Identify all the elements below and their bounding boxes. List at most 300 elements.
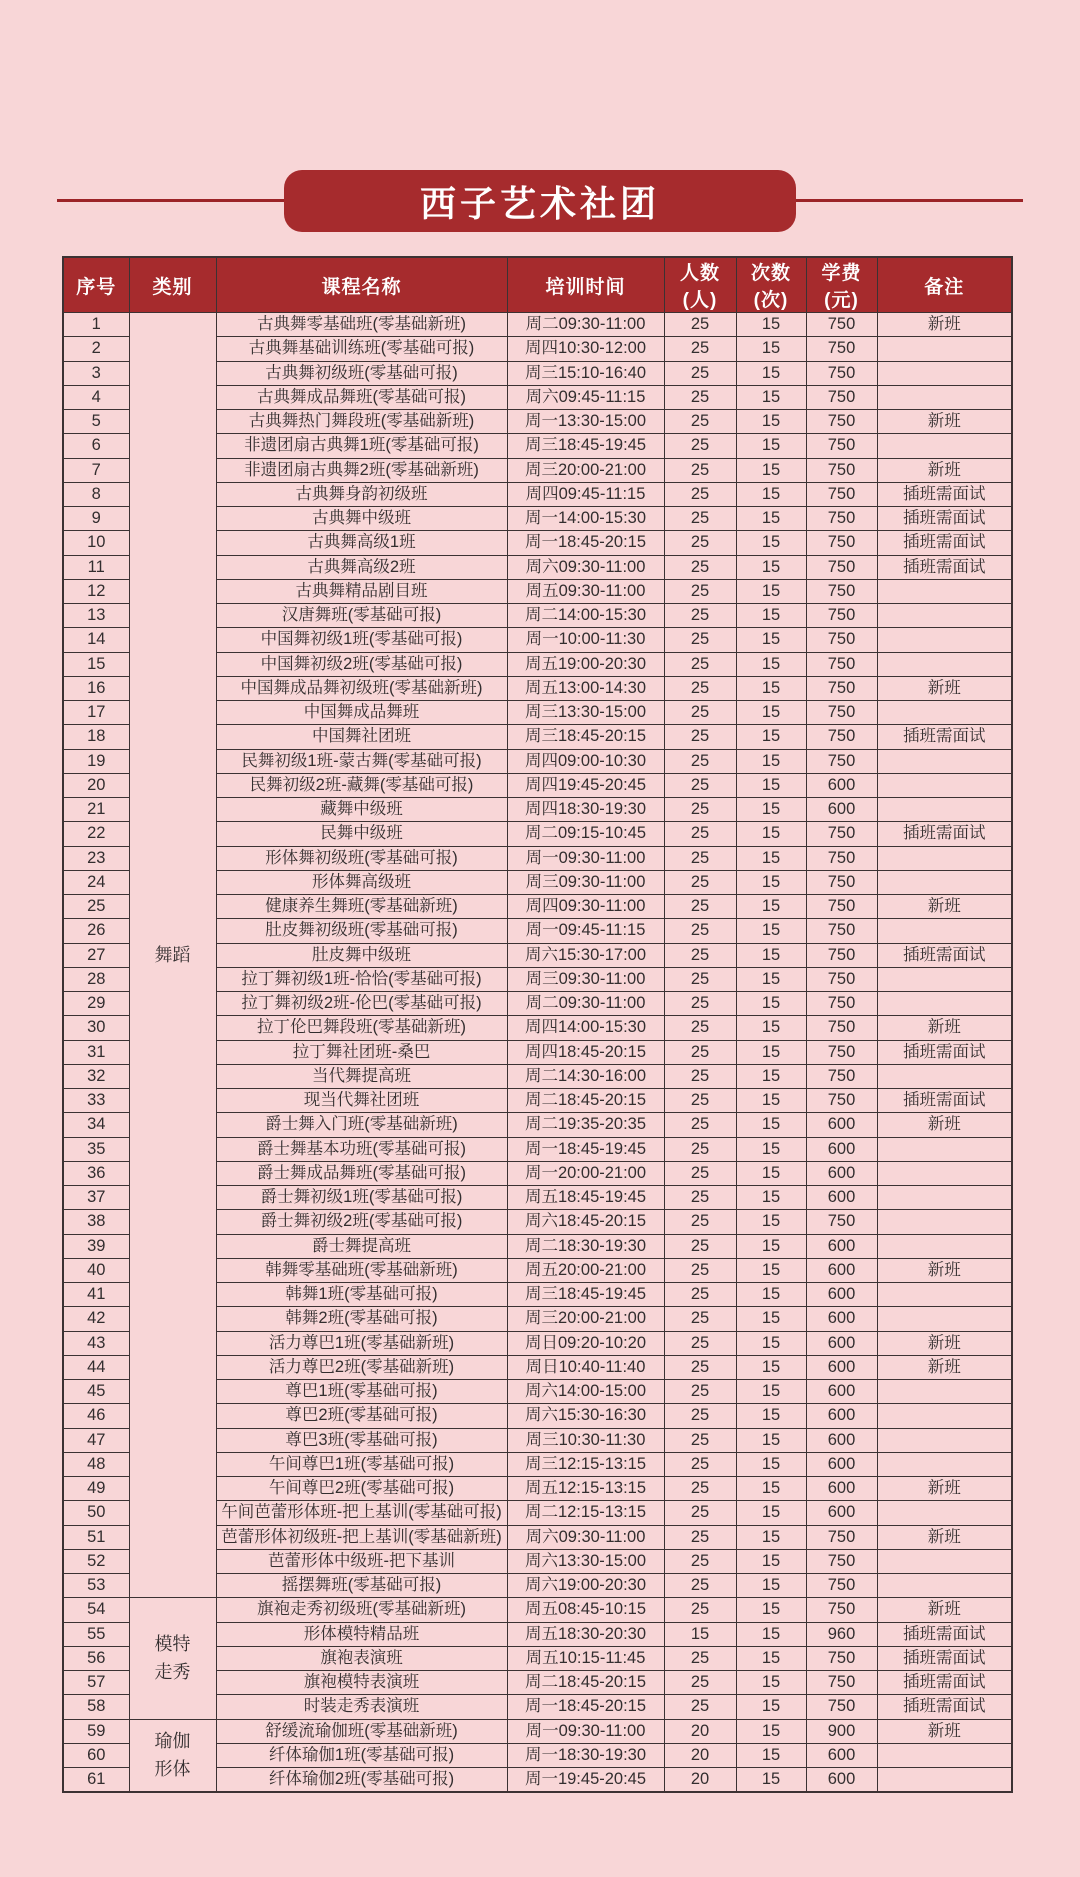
cell-time: 周一13:30-15:00: [507, 410, 664, 434]
cell-course-name: 旗袍走秀初级班(零基础新班): [216, 1598, 507, 1622]
cell-people: 25: [664, 1646, 736, 1670]
cell-fee: 750: [806, 943, 877, 967]
cell-sessions: 15: [736, 1137, 806, 1161]
cell-course-name: 古典舞热门舞段班(零基础新班): [216, 410, 507, 434]
cell-people: 25: [664, 1549, 736, 1573]
cell-course-name: 古典舞初级班(零基础可报): [216, 361, 507, 385]
cell-course-name: 纤体瑜伽2班(零基础可报): [216, 1768, 507, 1793]
cell-no: 25: [63, 895, 129, 919]
cell-people: 25: [664, 1477, 736, 1501]
club-title: 西子艺术社团: [419, 182, 660, 224]
cell-people: 25: [664, 1113, 736, 1137]
cell-no: 3: [63, 361, 129, 385]
cell-time: 周六09:45-11:15: [507, 385, 664, 409]
cell-no: 56: [63, 1646, 129, 1670]
cell-time: 周六14:00-15:00: [507, 1380, 664, 1404]
cell-sessions: 15: [736, 1161, 806, 1185]
cell-no: 15: [63, 652, 129, 676]
cell-no: 41: [63, 1283, 129, 1307]
cell-people: 25: [664, 458, 736, 482]
cell-time: 周二12:15-13:15: [507, 1501, 664, 1525]
cell-sessions: 15: [736, 1355, 806, 1379]
cell-fee: 750: [806, 701, 877, 725]
cell-course-name: 非遗团扇古典舞1班(零基础可报): [216, 434, 507, 458]
cell-course-name: 古典舞精品剧目班: [216, 579, 507, 603]
cell-no: 42: [63, 1307, 129, 1331]
cell-sessions: 15: [736, 604, 806, 628]
cell-no: 11: [63, 555, 129, 579]
table-body: [63, 313, 1012, 1793]
cell-course-name: 中国舞社团班: [216, 725, 507, 749]
cell-sessions: 15: [736, 773, 806, 797]
cell-people: 25: [664, 434, 736, 458]
cell-note: 新班: [877, 1113, 1012, 1137]
cell-sessions: 15: [736, 1404, 806, 1428]
cell-no: 13: [63, 604, 129, 628]
cell-note: 新班: [877, 1331, 1012, 1355]
cell-time: 周一19:45-20:45: [507, 1768, 664, 1793]
column-header: 培训时间: [507, 257, 664, 313]
cell-course-name: 纤体瑜伽1班(零基础可报): [216, 1743, 507, 1767]
cell-no: 1: [63, 313, 129, 337]
cell-course-name: 拉丁伦巴舞段班(零基础新班): [216, 1016, 507, 1040]
cell-time: 周二14:00-15:30: [507, 604, 664, 628]
cell-course-name: 韩舞零基础班(零基础新班): [216, 1258, 507, 1282]
cell-course-name: 中国舞成品舞班: [216, 701, 507, 725]
cell-note: [877, 1186, 1012, 1210]
cell-no: 34: [63, 1113, 129, 1137]
cell-course-name: 午间尊巴2班(零基础可报): [216, 1477, 507, 1501]
cell-sessions: 15: [736, 1210, 806, 1234]
cell-sessions: 15: [736, 313, 806, 337]
cell-fee: 750: [806, 919, 877, 943]
cell-time: 周三10:30-11:30: [507, 1428, 664, 1452]
cell-time: 周五13:00-14:30: [507, 676, 664, 700]
cell-time: 周五09:30-11:00: [507, 579, 664, 603]
cell-sessions: 15: [736, 1089, 806, 1113]
cell-no: 2: [63, 337, 129, 361]
cell-course-name: 拉丁舞初级2班-伦巴(零基础可报): [216, 992, 507, 1016]
cell-fee: 750: [806, 579, 877, 603]
cell-people: 25: [664, 507, 736, 531]
cell-fee: 750: [806, 1598, 877, 1622]
cell-note: [877, 1380, 1012, 1404]
category-label: 模特走秀: [154, 1633, 191, 1683]
cell-no: 30: [63, 1016, 129, 1040]
cell-sessions: 15: [736, 1768, 806, 1793]
cell-course-name: 当代舞提高班: [216, 1064, 507, 1088]
cell-no: 51: [63, 1525, 129, 1549]
cell-fee: 900: [806, 1719, 877, 1743]
cell-course-name: 尊巴1班(零基础可报): [216, 1380, 507, 1404]
cell-time: 周六15:30-17:00: [507, 943, 664, 967]
cell-fee: 750: [806, 482, 877, 506]
cell-fee: 750: [806, 967, 877, 991]
cell-time: 周四09:30-11:00: [507, 895, 664, 919]
cell-fee: 750: [806, 1525, 877, 1549]
cell-people: 25: [664, 701, 736, 725]
cell-fee: 750: [806, 385, 877, 409]
cell-fee: 750: [806, 1574, 877, 1598]
cell-time: 周二18:45-20:15: [507, 1089, 664, 1113]
category-cell: [129, 313, 216, 1598]
cell-fee: 750: [806, 1040, 877, 1064]
cell-fee: 600: [806, 1113, 877, 1137]
cell-no: 29: [63, 992, 129, 1016]
cell-note: 插班需面试: [877, 507, 1012, 531]
cell-time: 周四19:45-20:45: [507, 773, 664, 797]
cell-fee: 750: [806, 676, 877, 700]
cell-people: 25: [664, 1016, 736, 1040]
cell-note: [877, 1064, 1012, 1088]
cell-people: 25: [664, 846, 736, 870]
cell-fee: 600: [806, 1743, 877, 1767]
cell-course-name: 时装走秀表演班: [216, 1695, 507, 1719]
cell-no: 39: [63, 1234, 129, 1258]
cell-sessions: 15: [736, 1331, 806, 1355]
cell-people: 25: [664, 822, 736, 846]
cell-no: 21: [63, 798, 129, 822]
cell-course-name: 芭蕾形体初级班-把上基训(零基础新班): [216, 1525, 507, 1549]
cell-sessions: 15: [736, 1040, 806, 1064]
cell-sessions: 15: [736, 652, 806, 676]
cell-note: 新班: [877, 313, 1012, 337]
cell-course-name: 拉丁舞社团班-桑巴: [216, 1040, 507, 1064]
cell-course-name: 古典舞中级班: [216, 507, 507, 531]
cell-people: 25: [664, 1452, 736, 1476]
cell-no: 20: [63, 773, 129, 797]
cell-people: 25: [664, 555, 736, 579]
header-row: [63, 257, 1012, 313]
cell-no: 59: [63, 1719, 129, 1743]
cell-course-name: 形体舞高级班: [216, 870, 507, 894]
cell-time: 周一18:45-20:15: [507, 531, 664, 555]
cell-time: 周五08:45-10:15: [507, 1598, 664, 1622]
cell-note: 新班: [877, 895, 1012, 919]
cell-sessions: 15: [736, 1549, 806, 1573]
cell-time: 周六13:30-15:00: [507, 1549, 664, 1573]
cell-fee: 750: [806, 628, 877, 652]
cell-fee: 600: [806, 1768, 877, 1793]
cell-sessions: 15: [736, 1501, 806, 1525]
cell-sessions: 15: [736, 895, 806, 919]
cell-fee: 750: [806, 1210, 877, 1234]
cell-sessions: 15: [736, 1452, 806, 1476]
cell-sessions: 15: [736, 1428, 806, 1452]
cell-time: 周二09:15-10:45: [507, 822, 664, 846]
cell-note: [877, 773, 1012, 797]
cell-course-name: 健康养生舞班(零基础新班): [216, 895, 507, 919]
cell-people: 25: [664, 1380, 736, 1404]
cell-course-name: 汉唐舞班(零基础可报): [216, 604, 507, 628]
cell-note: 新班: [877, 458, 1012, 482]
cell-sessions: 15: [736, 361, 806, 385]
cell-time: 周六15:30-16:30: [507, 1404, 664, 1428]
cell-note: [877, 361, 1012, 385]
cell-note: [877, 434, 1012, 458]
cell-note: 插班需面试: [877, 531, 1012, 555]
cell-people: 25: [664, 1040, 736, 1064]
cell-people: 25: [664, 1574, 736, 1598]
cell-no: 50: [63, 1501, 129, 1525]
cell-fee: 750: [806, 434, 877, 458]
cell-sessions: 15: [736, 1258, 806, 1282]
cell-no: 9: [63, 507, 129, 531]
cell-time: 周二19:35-20:35: [507, 1113, 664, 1137]
cell-people: 25: [664, 313, 736, 337]
cell-note: 插班需面试: [877, 943, 1012, 967]
cell-time: 周一18:45-19:45: [507, 1137, 664, 1161]
cell-time: 周一14:00-15:30: [507, 507, 664, 531]
cell-note: [877, 870, 1012, 894]
cell-people: 25: [664, 1064, 736, 1088]
cell-people: 25: [664, 1671, 736, 1695]
cell-fee: 750: [806, 749, 877, 773]
cell-course-name: 拉丁舞初级1班-恰恰(零基础可报): [216, 967, 507, 991]
cell-course-name: 爵士舞初级2班(零基础可报): [216, 1210, 507, 1234]
cell-fee: 600: [806, 1331, 877, 1355]
cell-people: 25: [664, 798, 736, 822]
cell-people: 25: [664, 773, 736, 797]
cell-no: 12: [63, 579, 129, 603]
cell-note: 新班: [877, 1719, 1012, 1743]
cell-time: 周三18:45-19:45: [507, 1283, 664, 1307]
cell-fee: 600: [806, 1452, 877, 1476]
cell-no: 31: [63, 1040, 129, 1064]
cell-course-name: 爵士舞成品舞班(零基础可报): [216, 1161, 507, 1185]
cell-sessions: 15: [736, 482, 806, 506]
cell-fee: 750: [806, 822, 877, 846]
cell-time: 周一09:30-11:00: [507, 846, 664, 870]
cell-note: [877, 604, 1012, 628]
cell-note: [877, 652, 1012, 676]
cell-people: 20: [664, 1768, 736, 1793]
cell-no: 55: [63, 1622, 129, 1646]
cell-sessions: 15: [736, 798, 806, 822]
cell-time: 周三15:10-16:40: [507, 361, 664, 385]
cell-no: 54: [63, 1598, 129, 1622]
cell-time: 周五10:15-11:45: [507, 1646, 664, 1670]
cell-fee: 600: [806, 1137, 877, 1161]
cell-no: 5: [63, 410, 129, 434]
cell-note: 插班需面试: [877, 1646, 1012, 1670]
cell-course-name: 现当代舞社团班: [216, 1089, 507, 1113]
cell-course-name: 尊巴3班(零基础可报): [216, 1428, 507, 1452]
cell-people: 25: [664, 1355, 736, 1379]
cell-fee: 600: [806, 1355, 877, 1379]
cell-people: 25: [664, 1331, 736, 1355]
cell-fee: 750: [806, 458, 877, 482]
cell-course-name: 民舞初级1班-蒙古舞(零基础可报): [216, 749, 507, 773]
cell-people: 25: [664, 361, 736, 385]
cell-time: 周一10:00-11:30: [507, 628, 664, 652]
cell-time: 周二18:45-20:15: [507, 1671, 664, 1695]
cell-fee: 600: [806, 1404, 877, 1428]
cell-time: 周二14:30-16:00: [507, 1064, 664, 1088]
cell-sessions: 15: [736, 628, 806, 652]
cell-no: 14: [63, 628, 129, 652]
cell-people: 20: [664, 1719, 736, 1743]
cell-note: [877, 749, 1012, 773]
cell-sessions: 15: [736, 1646, 806, 1670]
cell-time: 周三09:30-11:00: [507, 967, 664, 991]
cell-fee: 600: [806, 1501, 877, 1525]
column-header: 次数(次): [736, 257, 806, 313]
column-header: 学费(元): [806, 257, 877, 313]
cell-sessions: 15: [736, 919, 806, 943]
cell-people: 25: [664, 337, 736, 361]
cell-fee: 750: [806, 1646, 877, 1670]
cell-time: 周六18:45-20:15: [507, 1210, 664, 1234]
cell-no: 45: [63, 1380, 129, 1404]
cell-note: [877, 1210, 1012, 1234]
cell-fee: 750: [806, 337, 877, 361]
cell-course-name: 古典舞成品舞班(零基础可报): [216, 385, 507, 409]
cell-fee: 750: [806, 725, 877, 749]
cell-people: 25: [664, 410, 736, 434]
cell-course-name: 中国舞初级1班(零基础可报): [216, 628, 507, 652]
cell-no: 57: [63, 1671, 129, 1695]
cell-course-name: 尊巴2班(零基础可报): [216, 1404, 507, 1428]
cell-course-name: 旗袍表演班: [216, 1646, 507, 1670]
cell-fee: 600: [806, 1186, 877, 1210]
cell-people: 25: [664, 749, 736, 773]
cell-time: 周二09:30-11:00: [507, 992, 664, 1016]
cell-sessions: 15: [736, 1743, 806, 1767]
cell-no: 36: [63, 1161, 129, 1185]
cell-sessions: 15: [736, 555, 806, 579]
cell-no: 33: [63, 1089, 129, 1113]
title-banner: [57, 170, 1023, 232]
cell-fee: 600: [806, 1307, 877, 1331]
cell-fee: 750: [806, 531, 877, 555]
cell-no: 24: [63, 870, 129, 894]
cell-time: 周二09:30-11:00: [507, 313, 664, 337]
cell-note: 新班: [877, 1258, 1012, 1282]
cell-sessions: 15: [736, 579, 806, 603]
cell-no: 35: [63, 1137, 129, 1161]
cell-fee: 600: [806, 1380, 877, 1404]
cell-note: [877, 1404, 1012, 1428]
cell-no: 32: [63, 1064, 129, 1088]
cell-fee: 960: [806, 1622, 877, 1646]
cell-fee: 750: [806, 895, 877, 919]
cell-note: 插班需面试: [877, 1622, 1012, 1646]
table-header: [63, 257, 1012, 313]
cell-sessions: 15: [736, 1477, 806, 1501]
cell-sessions: 15: [736, 1016, 806, 1040]
cell-course-name: 古典舞高级2班: [216, 555, 507, 579]
cell-sessions: 15: [736, 337, 806, 361]
cell-fee: 750: [806, 1695, 877, 1719]
cell-time: 周四18:30-19:30: [507, 798, 664, 822]
cell-people: 25: [664, 1258, 736, 1282]
cell-fee: 600: [806, 1477, 877, 1501]
cell-time: 周一18:45-20:15: [507, 1695, 664, 1719]
cell-no: 43: [63, 1331, 129, 1355]
cell-fee: 750: [806, 313, 877, 337]
cell-time: 周六19:00-20:30: [507, 1574, 664, 1598]
cell-time: 周六09:30-11:00: [507, 1525, 664, 1549]
cell-sessions: 15: [736, 992, 806, 1016]
cell-sessions: 15: [736, 701, 806, 725]
cell-fee: 600: [806, 798, 877, 822]
cell-sessions: 15: [736, 967, 806, 991]
cell-time: 周一09:45-11:15: [507, 919, 664, 943]
cell-sessions: 15: [736, 1622, 806, 1646]
cell-people: 25: [664, 943, 736, 967]
cell-people: 25: [664, 604, 736, 628]
cell-sessions: 15: [736, 1598, 806, 1622]
cell-no: 8: [63, 482, 129, 506]
cell-time: 周四14:00-15:30: [507, 1016, 664, 1040]
category-label: 舞蹈: [154, 944, 191, 965]
cell-time: 周四18:45-20:15: [507, 1040, 664, 1064]
cell-course-name: 民舞初级2班-藏舞(零基础可报): [216, 773, 507, 797]
cell-time: 周日10:40-11:40: [507, 1355, 664, 1379]
cell-no: 19: [63, 749, 129, 773]
table-row: [63, 313, 1012, 337]
cell-sessions: 15: [736, 531, 806, 555]
cell-course-name: 爵士舞入门班(零基础新班): [216, 1113, 507, 1137]
cell-note: [877, 1161, 1012, 1185]
cell-no: 37: [63, 1186, 129, 1210]
cell-course-name: 古典舞基础训练班(零基础可报): [216, 337, 507, 361]
cell-time: 周三20:00-21:00: [507, 1307, 664, 1331]
cell-course-name: 爵士舞初级1班(零基础可报): [216, 1186, 507, 1210]
cell-time: 周二18:30-19:30: [507, 1234, 664, 1258]
cell-course-name: 旗袍模特表演班: [216, 1671, 507, 1695]
cell-sessions: 15: [736, 410, 806, 434]
cell-time: 周四09:00-10:30: [507, 749, 664, 773]
cell-course-name: 午间芭蕾形体班-把上基训(零基础可报): [216, 1501, 507, 1525]
cell-no: 48: [63, 1452, 129, 1476]
cell-fee: 750: [806, 604, 877, 628]
cell-note: [877, 1428, 1012, 1452]
cell-people: 25: [664, 1404, 736, 1428]
cell-sessions: 15: [736, 943, 806, 967]
cell-sessions: 15: [736, 1719, 806, 1743]
cell-note: [877, 337, 1012, 361]
cell-sessions: 15: [736, 1525, 806, 1549]
cell-fee: 750: [806, 846, 877, 870]
cell-course-name: 午间尊巴1班(零基础可报): [216, 1452, 507, 1476]
cell-note: 插班需面试: [877, 1671, 1012, 1695]
column-header: 备注: [877, 257, 1012, 313]
cell-no: 52: [63, 1549, 129, 1573]
cell-time: 周四10:30-12:00: [507, 337, 664, 361]
cell-people: 25: [664, 1137, 736, 1161]
cell-fee: 750: [806, 870, 877, 894]
cell-note: [877, 385, 1012, 409]
cell-course-name: 芭蕾形体中级班-把下基训: [216, 1549, 507, 1573]
cell-note: 插班需面试: [877, 1040, 1012, 1064]
cell-people: 25: [664, 1283, 736, 1307]
cell-note: [877, 967, 1012, 991]
cell-note: 新班: [877, 1598, 1012, 1622]
cell-note: 插班需面试: [877, 1089, 1012, 1113]
cell-time: 周三18:45-20:15: [507, 725, 664, 749]
cell-note: [877, 846, 1012, 870]
cell-people: 25: [664, 1089, 736, 1113]
cell-note: [877, 701, 1012, 725]
cell-people: 25: [664, 1525, 736, 1549]
cell-fee: 750: [806, 361, 877, 385]
cell-sessions: 15: [736, 434, 806, 458]
cell-no: 6: [63, 434, 129, 458]
cell-note: 插班需面试: [877, 555, 1012, 579]
cell-note: [877, 1574, 1012, 1598]
